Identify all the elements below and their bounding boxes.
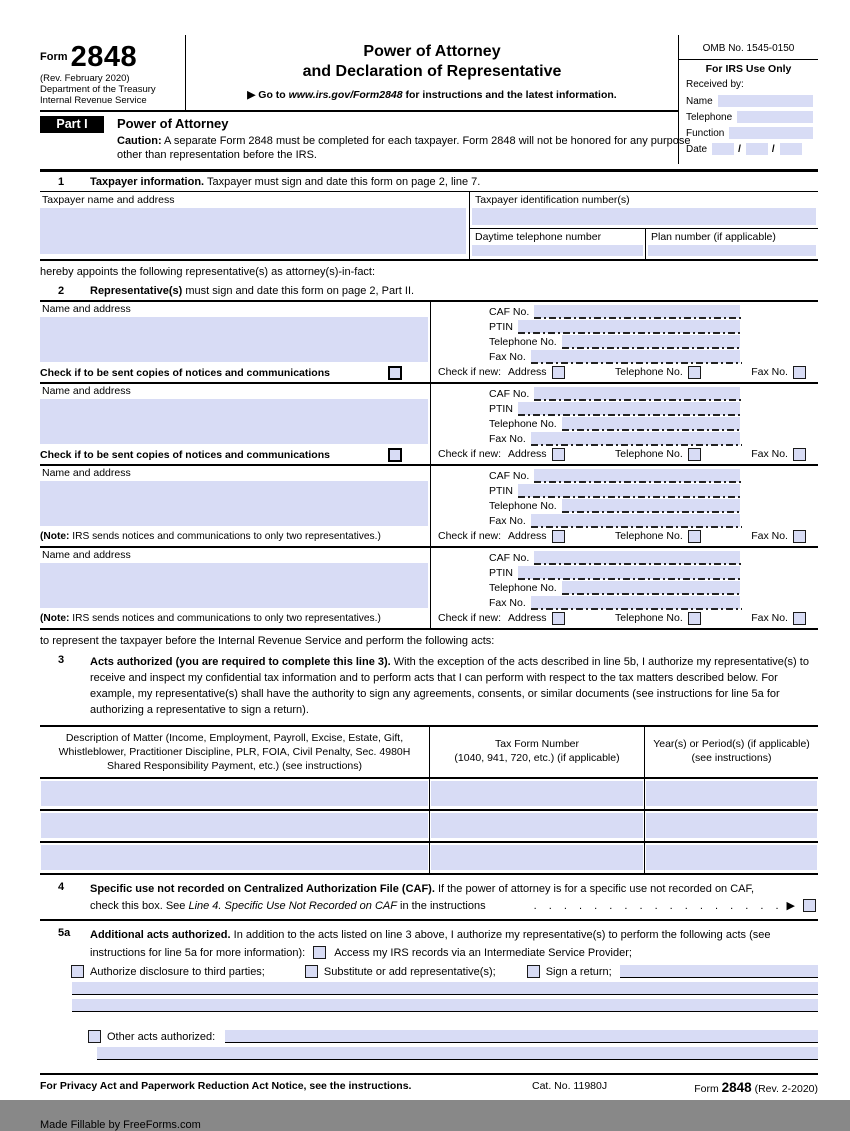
- years-field-1[interactable]: [646, 781, 817, 806]
- sign-return-label: Sign a return;: [545, 965, 612, 978]
- description-of-matter-header: Description of Matter (Income, Employment, Payroll, Excise, Estate, Gift, Whistleblower, Practitioner Discipline, PLR, FOIA, Civil Penalty, Sec. 4980H Shared Responsibility Payment, etc.) (see instructions): [40, 727, 430, 778]
- taxpayer-info-table: [40, 191, 818, 261]
- rep3-telephone-field[interactable]: [562, 499, 740, 512]
- years-field-3[interactable]: [646, 845, 817, 870]
- line4-italic-reference: Line 4. Specific Use Not Recorded on CAF: [188, 899, 397, 912]
- ptin-label: PTIN: [489, 402, 513, 415]
- plan-number-field[interactable]: [648, 245, 816, 256]
- additional-acts-field-2[interactable]: [72, 999, 818, 1012]
- taxpayer-name-address-field[interactable]: [40, 208, 466, 254]
- years-field-2[interactable]: [646, 813, 817, 838]
- rep-name-address-label: Name and address: [42, 548, 131, 561]
- ptin-label: PTIN: [489, 484, 513, 497]
- daytime-phone-label: Daytime telephone number: [475, 230, 602, 243]
- caution-text: Caution: A separate Form 2848 must be completed for each taxpayer. Form 2848 will not be honored for any purpose other than representation before the IRS.: [117, 135, 691, 162]
- substitute-representative-checkbox[interactable]: [305, 965, 318, 978]
- fax-label: Fax No.: [489, 514, 526, 527]
- check-if-new-label: Check if new:: [438, 612, 502, 625]
- hereby-appoints-text: hereby appoints the following representative(s) as attorney(s)-in-fact:: [40, 265, 376, 278]
- rep4-fax-field[interactable]: [531, 596, 740, 609]
- tin-label: Taxpayer identification number(s): [475, 193, 630, 206]
- substitute-representative-label: Substitute or add representative(s);: [323, 965, 496, 978]
- rep2-telephone-field[interactable]: [562, 417, 740, 430]
- rep2-fax-field[interactable]: [531, 432, 740, 445]
- rep4-name-address-field[interactable]: [40, 563, 428, 608]
- two-representatives-note: (Note: IRS sends notices and communications to only two representatives.): [40, 613, 381, 625]
- received-by-label: Received by:: [686, 79, 744, 90]
- sign-return-checkbox[interactable]: [527, 965, 540, 978]
- rep2-ptin-field[interactable]: [518, 402, 740, 415]
- irs-function-label: Function: [686, 128, 725, 139]
- other-acts-field-2[interactable]: [97, 1047, 818, 1060]
- rep2-name-address-field[interactable]: [40, 399, 428, 444]
- check-if-new-label: Check if new:: [438, 448, 502, 461]
- page-footer: [40, 1073, 818, 1095]
- rep3-ptin-field[interactable]: [518, 484, 740, 497]
- tax-form-number-header: Tax Form Number (1040, 941, 720, etc.) (if applicable): [430, 727, 645, 778]
- irs-use-only-box: OMB No. 1545-0150 For IRS Use Only Received by: Name Telephone Function Date / /: [678, 35, 818, 164]
- form-id-block: [40, 35, 186, 110]
- dept-line1: Department of the Treasury: [40, 83, 156, 95]
- caf-label: CAF No.: [489, 305, 530, 318]
- irs-date-day-field[interactable]: [746, 143, 768, 155]
- dept-line2: Internal Revenue Service: [40, 94, 147, 106]
- check-if-new-label: Check if new:: [438, 366, 502, 379]
- fax-label: Fax No.: [489, 350, 526, 363]
- arrow-icon: ▶: [786, 899, 795, 912]
- description-field-1[interactable]: [41, 781, 428, 806]
- caf-label: CAF No.: [489, 387, 530, 400]
- rep4-telephone-field[interactable]: [562, 581, 740, 594]
- copies-notices-label: Check if to be sent copies of notices and communications: [40, 448, 330, 461]
- irs-telephone-field[interactable]: [737, 111, 813, 123]
- rep1-caf-field[interactable]: [534, 305, 740, 318]
- rep1-new-address-checkbox[interactable]: [552, 366, 565, 379]
- footer-form-id: Form 2848 (Rev. 2-2020): [694, 1080, 818, 1096]
- made-fillable-credit: Made Fillable by FreeForms.com: [40, 1119, 201, 1131]
- fax-label: Fax No.: [489, 596, 526, 609]
- part1-header: [40, 112, 691, 169]
- fax-label: Fax No.: [489, 432, 526, 445]
- rep4-new-telephone-checkbox[interactable]: [688, 612, 701, 625]
- irs-date-month-field[interactable]: [712, 143, 734, 155]
- rep3-new-telephone-checkbox[interactable]: [688, 530, 701, 543]
- line2-heading: 2 Representative(s) must sign and date this form on page 2, Part II.: [58, 284, 415, 297]
- form-header: [40, 35, 818, 169]
- arrow-icon: ▶: [247, 89, 256, 101]
- rep3-fax-field[interactable]: [531, 514, 740, 527]
- copies-notices-label: Check if to be sent copies of notices and communications: [40, 366, 330, 379]
- tax-matters-row-1: [40, 777, 818, 809]
- privacy-act-notice: For Privacy Act and Paperwork Reduction Act Notice, see the instructions.: [40, 1080, 412, 1093]
- tax-form-field-3[interactable]: [431, 845, 643, 870]
- ptin-label: PTIN: [489, 566, 513, 579]
- dot-leaders: . . . . . . . . . . . . . . . . .: [533, 899, 779, 912]
- irs-function-field[interactable]: [729, 127, 813, 139]
- form-revision: (Rev. February 2020): [40, 73, 130, 84]
- part1-title: Power of Attorney: [117, 116, 229, 131]
- years-periods-header: Year(s) or Period(s) (if applicable) (see instructions): [653, 737, 810, 764]
- to-represent-text: to represent the taxpayer before the Internal Revenue Service and perform the following acts:: [40, 634, 495, 647]
- authorize-disclosure-label: Authorize disclosure to third parties;: [90, 965, 265, 978]
- access-irs-records-label: Access my IRS records via an Intermediate Service Provider;: [334, 946, 632, 959]
- rep1-new-telephone-checkbox[interactable]: [688, 366, 701, 379]
- irs-use-only-title: For IRS Use Only: [705, 63, 792, 75]
- page-title: Power of Attorney and Declaration of Representative: [302, 43, 562, 80]
- taxpayer-name-address-label: Taxpayer name and address: [42, 193, 175, 206]
- form-number: 2848: [70, 41, 138, 73]
- access-irs-records-checkbox[interactable]: [313, 946, 326, 959]
- caf-label: CAF No.: [489, 551, 530, 564]
- rep3-name-address-field[interactable]: [40, 481, 428, 526]
- other-acts-field[interactable]: [225, 1030, 818, 1043]
- tax-matters-row-2: [40, 809, 818, 841]
- rep1-name-address-field[interactable]: [40, 317, 428, 362]
- caf-label: CAF No.: [489, 469, 530, 482]
- tax-form-field-1[interactable]: [431, 781, 643, 806]
- line4-paragraph: 4 Specific use not recorded on Centralized Authorization File (CAF). If the power of attorney is for a specific use not recorded on CAF, check this box. See Line 4. Specific Use Not Recorded on CAF in the instructions . . . . . . . . . . . . . . . . . ▶: [40, 875, 818, 921]
- tin-field[interactable]: [472, 208, 816, 225]
- sign-return-field[interactable]: [620, 965, 818, 978]
- representatives-section: [40, 300, 818, 630]
- description-field-3[interactable]: [41, 845, 428, 870]
- rep2-copies-checkbox[interactable]: [388, 448, 402, 462]
- rep1-fax-field[interactable]: [531, 350, 740, 363]
- rep4-new-fax-checkbox[interactable]: [793, 612, 806, 625]
- rep1-new-fax-checkbox[interactable]: [793, 366, 806, 379]
- goto-url: www.irs.gov/Form2848: [288, 89, 403, 101]
- two-representatives-note: (Note: IRS sends notices and communications to only two representatives.): [40, 531, 381, 543]
- tax-matters-table: [40, 725, 818, 876]
- other-acts-label: Other acts authorized:: [107, 1030, 216, 1043]
- line1-heading: 1 Taxpayer information. Taxpayer must sign and date this form on page 2, line 7.: [58, 175, 481, 188]
- goto-instructions-line: ▶ Go to www.irs.gov/Form2848 for instructions and the latest information.: [247, 89, 617, 101]
- daytime-phone-field[interactable]: [472, 245, 643, 256]
- other-acts-checkbox[interactable]: [88, 1030, 101, 1043]
- telephone-label: Telephone No.: [489, 499, 557, 512]
- irs-name-field[interactable]: [718, 95, 813, 107]
- irs-telephone-label: Telephone: [686, 112, 733, 123]
- rep2-new-address-checkbox[interactable]: [552, 448, 565, 461]
- irs-date-year-field[interactable]: [780, 143, 802, 155]
- irs-name-label: Name: [686, 96, 713, 107]
- rep4-ptin-field[interactable]: [518, 566, 740, 579]
- omb-number: OMB No. 1545-0150: [679, 35, 818, 60]
- rep-name-address-label: Name and address: [42, 466, 131, 479]
- rep1-telephone-field[interactable]: [562, 335, 740, 348]
- rep2-caf-field[interactable]: [534, 387, 740, 400]
- rep-name-address-label: Name and address: [42, 302, 131, 315]
- plan-number-label: Plan number (if applicable): [651, 230, 776, 243]
- specific-use-checkbox[interactable]: [803, 899, 816, 912]
- telephone-label: Telephone No.: [489, 417, 557, 430]
- representative-block-1: Name and address Check if to be sent copies of notices and communications CAF No. PTIN Telephone No. Fax No. Check if new: Address Telephone No. Fax No.: [40, 300, 818, 382]
- check-if-new-label: Check if new:: [438, 530, 502, 543]
- part1-badge: Part I: [40, 116, 104, 133]
- rep1-ptin-field[interactable]: [518, 320, 740, 333]
- irs-date-label: Date: [686, 144, 708, 155]
- rep4-new-address-checkbox[interactable]: [552, 612, 565, 625]
- telephone-label: Telephone No.: [489, 581, 557, 594]
- tax-matters-row-3: [40, 841, 818, 873]
- representative-block-3: Name and address (Note: IRS sends notices and communications to only two representatives.) CAF No. PTIN Telephone No. Fax No. Check if new: Address Telephone No. Fax No.: [40, 464, 818, 546]
- representative-block-4: Name and address (Note: IRS sends notices and communications to only two representatives.) CAF No. PTIN Telephone No. Fax No. Check if new: Address Telephone No. Fax No.: [40, 546, 818, 628]
- line3-paragraph: 3 Acts authorized (you are required to complete this line 3). With the exception of the acts described in line 5b, I authorize my representative(s) to receive and inspect my confidential tax information and to perform acts that I can perform with respect to the tax matters described below. For example, my representative(s) shall have the authority to sign any agreements, consents, or similar documents (see instructions for line 5a for authorizing a representative to sign a return).: [58, 653, 809, 717]
- form-word: Form: [40, 51, 68, 63]
- description-field-2[interactable]: [41, 813, 428, 838]
- representative-block-2: Name and address Check if to be sent copies of notices and communications CAF No. PTIN Telephone No. Fax No. Check if new: Address Telephone No. Fax No.: [40, 382, 818, 464]
- rep2-new-telephone-checkbox[interactable]: [688, 448, 701, 461]
- rep2-new-fax-checkbox[interactable]: [793, 448, 806, 461]
- rep3-new-address-checkbox[interactable]: [552, 530, 565, 543]
- ptin-label: PTIN: [489, 320, 513, 333]
- rep3-caf-field[interactable]: [534, 469, 740, 482]
- catalog-number: Cat. No. 11980J: [532, 1080, 608, 1093]
- rep3-new-fax-checkbox[interactable]: [793, 530, 806, 543]
- line5a-section: 5a Additional acts authorized. In addition to the acts listed on line 3 above, I authorize my representative(s) to perform the following acts (see instructions for line 5a for more information): Access my IRS records via an Intermediate Service Provider; Authorize disclosure to third parties; Substitute or add representative(s); Sign a return; Other acts authorized:: [40, 921, 818, 1060]
- authorize-disclosure-checkbox[interactable]: [71, 965, 84, 978]
- tax-form-field-2[interactable]: [431, 813, 643, 838]
- rep-name-address-label: Name and address: [42, 384, 131, 397]
- additional-acts-field-1[interactable]: [72, 982, 818, 995]
- rep1-copies-checkbox[interactable]: [388, 366, 402, 380]
- telephone-label: Telephone No.: [489, 335, 557, 348]
- rep4-caf-field[interactable]: [534, 551, 740, 564]
